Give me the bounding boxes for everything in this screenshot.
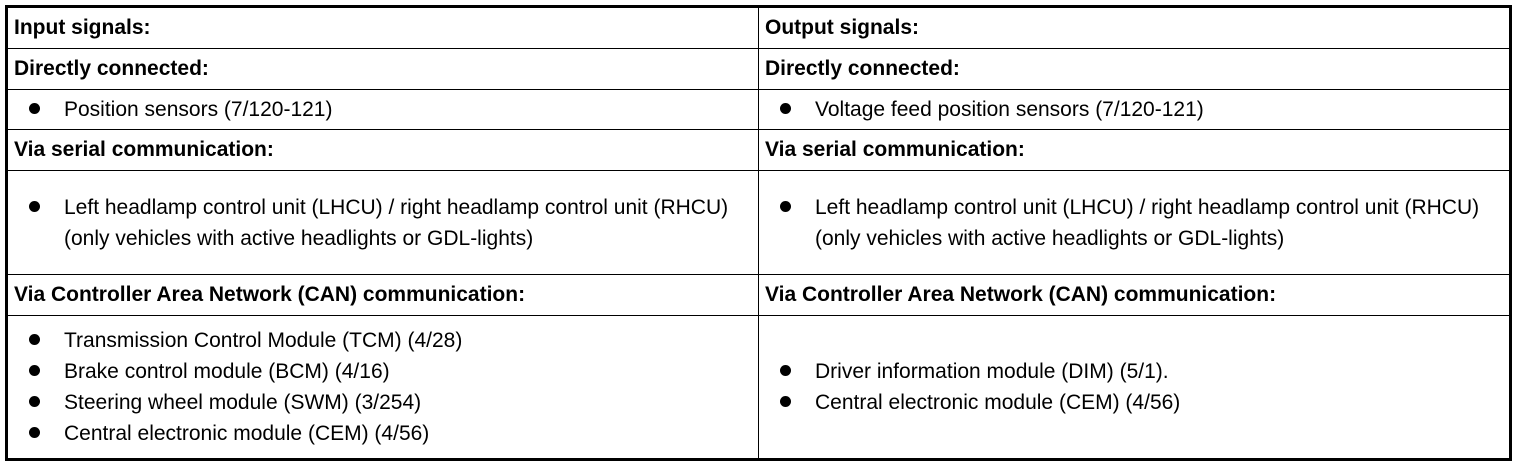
list-item [14,325,758,356]
list-item-text: Transmission Control Module (TCM) (4/28) [64,328,463,352]
list-item [14,94,758,125]
list-item-text: Steering wheel module (SWM) (3/254) [64,390,422,414]
list-item [14,356,758,387]
can-items-row [7,315,1511,459]
list-item-text: Driver information module (DIM) (5/1). [815,359,1169,383]
input-can-heading: Via Controller Area Network (CAN) communication: [7,274,759,315]
bullet-icon [780,103,791,114]
output-signals-heading: Output signals: [759,7,1511,49]
bullet-icon [780,201,791,212]
bullet-icon [29,103,40,114]
bullet-icon [29,427,40,438]
output-direct-heading: Directly connected: [759,48,1511,89]
list-item [14,192,758,254]
input-signals-heading: Input signals: [7,7,759,49]
output-direct-cell [759,89,1511,130]
output-serial-cell [759,171,1511,275]
bullet-icon [29,365,40,376]
list-item [765,356,1509,387]
bullet-icon [780,365,791,376]
direct-items-row [7,89,1511,130]
bullet-icon [29,334,40,345]
list-item [765,192,1509,254]
title-row [7,7,1511,49]
bullet-icon [29,201,40,212]
input-direct-cell [7,89,759,130]
bullet-icon [780,396,791,407]
list-item-text: Left headlamp control unit (LHCU) / right headlamp control unit (RHCU) (only vehicles with active headlights or GDL-lights) [815,195,1480,250]
output-can-list [765,356,1509,418]
input-direct-list [14,94,758,125]
list-item-text: Central electronic module (CEM) (4/56) [64,421,430,445]
input-serial-cell [7,171,759,275]
signals-table [5,5,1512,461]
list-item [14,418,758,449]
list-item-text: Left headlamp control unit (LHCU) / right headlamp control unit (RHCU) (only vehicles with active headlights or GDL-lights) [64,195,729,250]
output-can-cell [759,315,1511,459]
input-serial-heading: Via serial communication: [7,130,759,171]
serial-items-row [7,171,1511,275]
list-item [765,387,1509,418]
input-can-list [14,325,758,449]
output-direct-list [765,94,1509,125]
output-can-heading: Via Controller Area Network (CAN) communication: [759,274,1511,315]
list-item-text: Brake control module (BCM) (4/16) [64,359,390,383]
list-item [14,387,758,418]
list-item [765,94,1509,125]
input-can-cell [7,315,759,459]
output-serial-heading: Via serial communication: [759,130,1511,171]
direct-heading-row [7,48,1511,89]
bullet-icon [29,396,40,407]
can-heading-row [7,274,1511,315]
serial-heading-row [7,130,1511,171]
list-item-text: Position sensors (7/120-121) [64,98,333,122]
list-item-text: Central electronic module (CEM) (4/56) [815,390,1181,414]
output-serial-list [765,192,1509,254]
input-serial-list [14,192,758,254]
input-direct-heading: Directly connected: [7,48,759,89]
list-item-text: Voltage feed position sensors (7/120-121) [815,98,1204,122]
